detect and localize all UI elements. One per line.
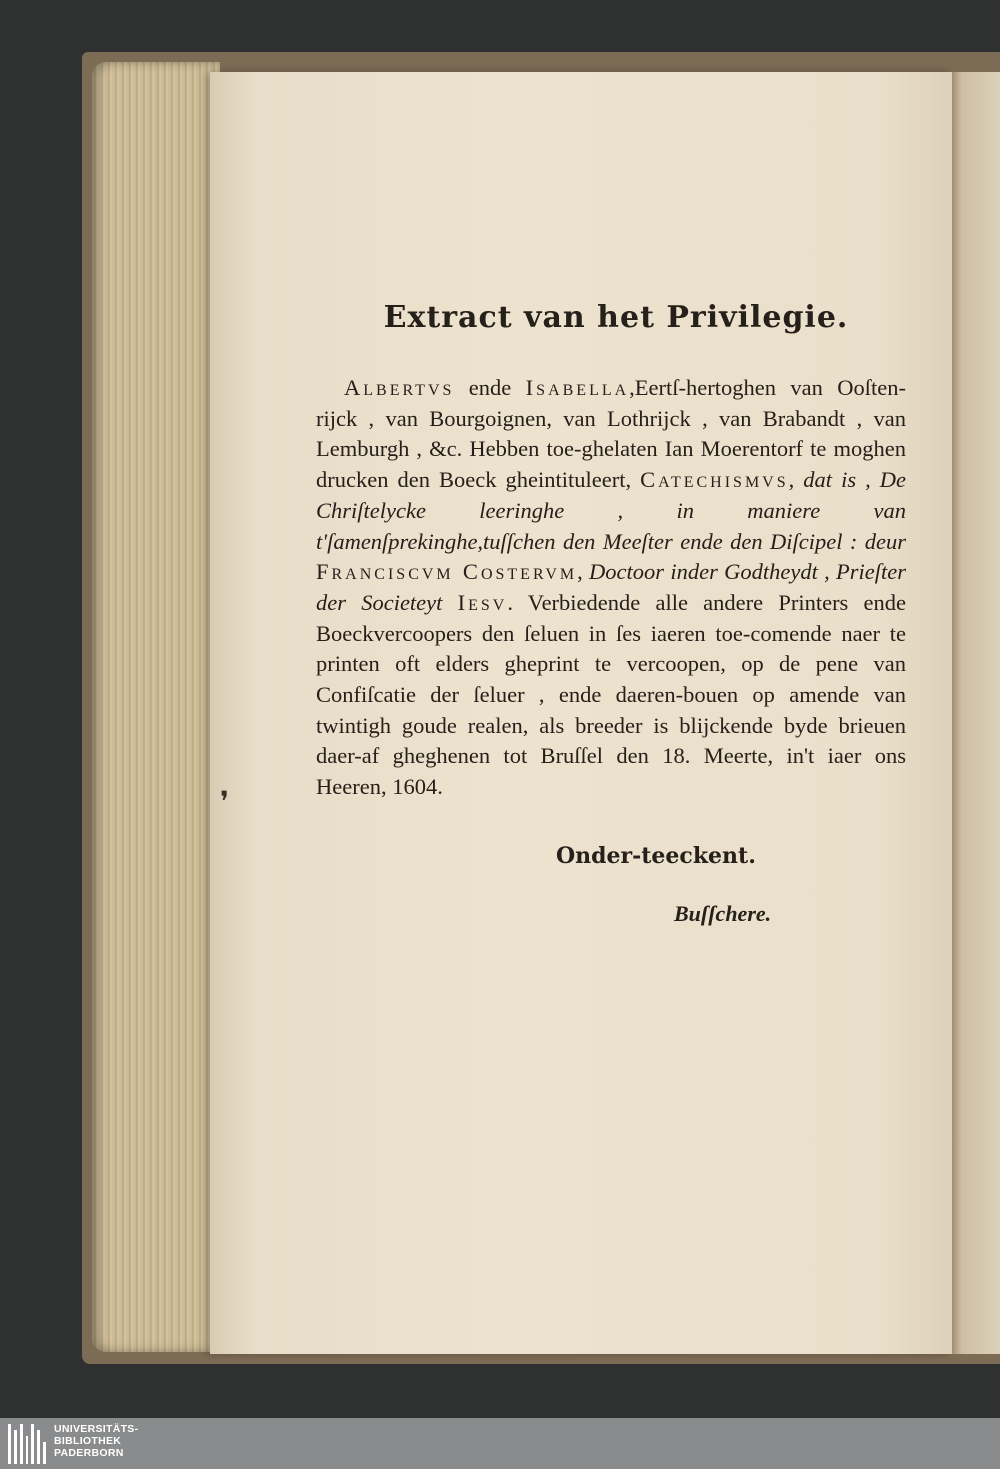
library-footer [0, 1418, 1000, 1469]
facing-page-edge [952, 72, 1000, 1354]
ink-mark: ❜ [220, 785, 230, 818]
privilege-body-text [316, 373, 906, 803]
body-text-segment: . Verbiedende alle andere Printers ende Boeckvercoopers den ſeluen in ſes iaeren toe-comende naer te printen oft elders gheprint te vercoopen, op de pene van Confiſcatie der ſeluer , ende daeren-bouen op amende van twintigh goude realen, als breeder is blijckende byde brieuen daer-af gheghenen tot Bruſſel den 18. Meerte, in't iaer ons Heeren, 1604. [316, 589, 907, 800]
body-text-segment: dat is , De Chriſtelycke leeringhe , in maniere van t'ſamenſprekinghe,tuſſchen den Meeſter ende den Diſcipel : deur [316, 467, 906, 554]
signer-name: Buſſchere. [674, 900, 772, 926]
page-title: Extract van het Privilegie. [383, 300, 849, 335]
library-logo-icon [8, 1424, 46, 1464]
library-name-line1: UNIVERSITÄTS- [54, 1423, 139, 1435]
body-text-segment: ende [454, 375, 526, 400]
body-text-segment: Doctoor inder Godtheydt , Prieſter der Societeyt [316, 559, 907, 615]
body-text-segment: ,Eertſ-hertoghen van Ooſten-rijck , van Bourgoignen, van Lothrijck , van Brabandt , van Lemburgh , &c. Hebben toe-ghelaten Ian Moerentorf te moghen drucken den Boeck gheintituleert, [316, 375, 906, 493]
body-text-segment: , [577, 559, 590, 585]
signed-label: Onder-teeckent. [556, 842, 756, 869]
body-text-segment: Iesv [457, 589, 508, 615]
page-text-block [316, 300, 906, 927]
library-name [54, 1423, 138, 1459]
body-text-segment: Franciscvm Costervm [316, 559, 578, 585]
library-name-line2: BIBLIOTHEK [54, 1435, 122, 1447]
body-text-segment: Catechismvs [640, 467, 789, 493]
body-text-segment: Isabella [525, 375, 630, 400]
body-text-segment [442, 590, 457, 615]
library-name-line3: PADERBORN [54, 1447, 124, 1459]
body-text-segment: , [788, 467, 804, 493]
body-text-segment: Albertvs [344, 375, 455, 400]
page-edges [92, 62, 220, 1352]
